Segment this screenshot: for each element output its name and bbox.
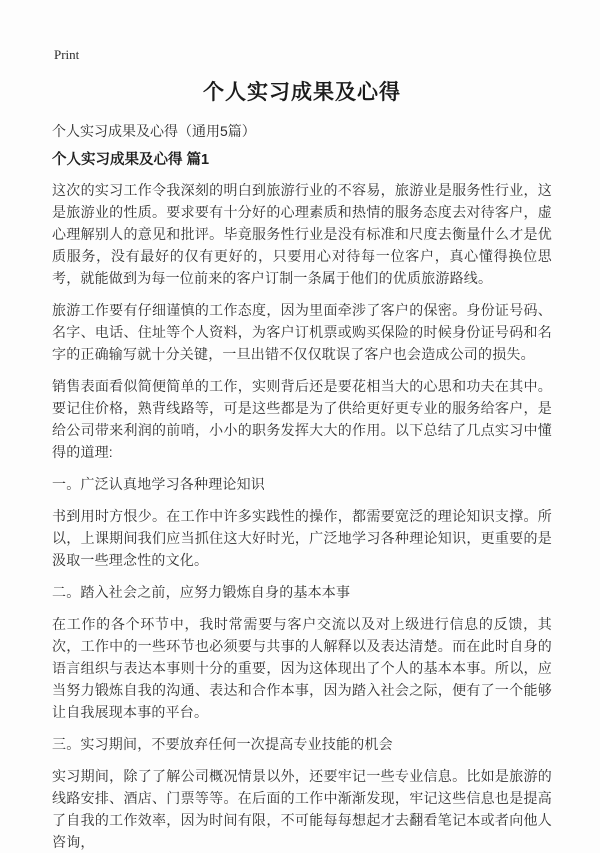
document-subtitle: 个人实习成果及心得（通用5篇） — [52, 123, 256, 139]
article-heading: 个人实习成果及心得 篇1 — [52, 152, 210, 168]
section-subheading: 二。踏入社会之前，应努力锻炼自身的基本本事 — [52, 584, 351, 600]
paragraph: 书到用时方恨少。在工作中许多实践性的操作，都需要宽泛的理论知识支撑。所以，上课期间我们应当抓住这大好时光，广泛地学习各种理论知识，更重要的是汲取一些理念性的文化。 — [52, 508, 552, 568]
paragraph: 这次的实习工作令我深刻的明白到旅游行业的不容易，旅游业是服务性行业，这是旅游业的性质。要求要有十分好的心理素质和热情的服务态度去对待客户，虚心理解别人的意见和批评。毕竟服务性行业是没有标准和尺度去衡量什么才是优质服务，没有最好的仅有更好的，只要用心对待每一位客户，真心懂得换位思考，就能做到为每一位前来的客户订制一条属于他们的优质旅游路线。 — [52, 182, 552, 286]
print-link[interactable]: Print — [54, 47, 80, 62]
paragraph: 销售表面看似简便简单的工作，实则背后还是要花相当大的心思和功夫在其中。要记住价格，熟背线路等，可是这些都是为了供给更好更专业的服务给客户，是给公司带来利润的前哨，小小的职务发挥大大的作用。以下总结了几点实习中懂得的道理: — [52, 378, 552, 460]
page-title: 个人实习成果及心得 — [203, 81, 401, 104]
section-subheading: 一。广泛认真地学习各种理论知识 — [52, 476, 265, 492]
paragraph: 旅游工作要有仔细谨慎的工作态度，因为里面牵涉了客户的保密。身份证号码、名字、电话、住址等个人资料，为客户订机票或购买保险的时候身份证号码和名字的正确输写就十分关键，一旦出错不仅仅耽误了客户也会造成公司的损失。 — [52, 302, 552, 362]
paragraph: 在工作的各个环节中，我时常需要与客户交流以及对上级进行信息的反馈，其次，工作中的一些环节也必须要与共事的人解释以及表达清楚。而在此时自身的语言组织与表达本事则十分的重要，因为这体现出了个人的基本本事。所以，应当努力锻炼自我的沟通、表达和合作本事，因为踏入社会之际，便有了一个能够让自我展现本事的平台。 — [52, 616, 552, 720]
paragraph: 实习期间，除了了解公司概况情景以外，还要牢记一些专业信息。比如是旅游的线路安排、酒店、门票等等。在后面的工作中渐渐发现，牢记这些信息也是提高了自我的工作效率，因为时间有限，不可能每每想起才去翻看笔记本或者向他人咨询， — [52, 768, 552, 850]
section-subheading: 三。实习期间，不要放弃任何一次提高专业技能的机会 — [52, 736, 393, 752]
